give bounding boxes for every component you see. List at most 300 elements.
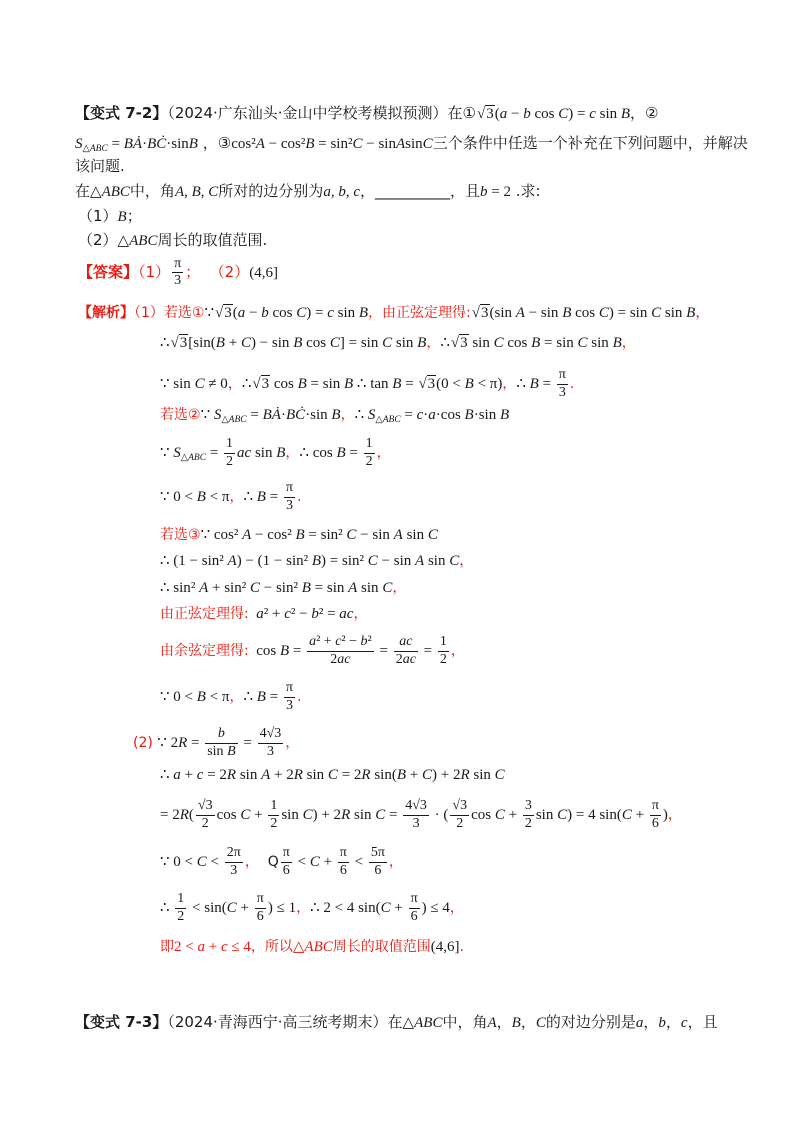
math-symbol: +: [204, 939, 221, 955]
math-run: [160, 335, 170, 351]
math-variable: a: [309, 634, 317, 650]
math-symbol: π: [285, 480, 293, 496]
math-variable: a: [399, 634, 407, 650]
math-run: [160, 854, 223, 870]
fraction-numerator: [369, 845, 387, 861]
bold-heading: 【变式 7-2】: [75, 104, 168, 122]
math-symbol: ): [662, 807, 668, 823]
math-variable: a: [256, 606, 264, 622]
math-run: [270, 376, 417, 392]
math-symbol: 2: [395, 651, 403, 667]
math-variable: C: [249, 580, 260, 596]
math-symbol: 3: [524, 798, 532, 814]
red-text-run: 若选③: [160, 527, 201, 543]
math-symbol: + 2: [270, 767, 294, 783]
math-variable: C: [427, 527, 438, 543]
math-variable: B: [95, 144, 102, 154]
fraction: [338, 845, 349, 878]
math-variable: Ȧ: [132, 136, 143, 152]
red-text-run: ，: [450, 643, 465, 659]
math-symbol: 3: [427, 376, 436, 392]
math-variable: C: [577, 335, 588, 351]
fraction: [369, 845, 387, 878]
math-run: [188, 335, 426, 351]
math-variable: c: [284, 606, 291, 622]
red-text-run: ，: [449, 900, 464, 916]
math-symbol: (: [616, 807, 622, 823]
math-run: [160, 689, 229, 705]
math-symbol: ) ≤ 4: [421, 900, 450, 916]
red-text-run: .: [569, 376, 575, 392]
red-text-run: ； （2）: [185, 263, 250, 281]
math-variable: B: [464, 407, 474, 423]
fraction-numerator: [409, 891, 420, 907]
math-variable: a: [237, 305, 246, 321]
math-variable: A: [414, 1015, 424, 1031]
math-variable: S: [75, 136, 83, 152]
fraction-denominator: [281, 862, 292, 879]
red-text-run: ，由正弦定理得:: [368, 305, 471, 321]
math-symbol: 6: [256, 908, 264, 924]
math-variable: B: [262, 407, 272, 423]
math-symbol: ²: [300, 136, 306, 152]
math-variable: b: [360, 634, 368, 650]
math-symbol: sin: [473, 767, 491, 783]
math-symbol: (0 <: [436, 376, 465, 392]
fraction-numerator: [172, 256, 183, 272]
math-symbol: ²: [287, 527, 296, 543]
math-run: [118, 233, 158, 249]
fraction: [224, 436, 235, 469]
math-variable: c: [220, 939, 228, 955]
text-run: 三个条件中任选一个补充在下列问题中，并解决: [432, 134, 748, 152]
math-symbol: ²: [251, 136, 256, 152]
math-variable: C: [352, 136, 363, 152]
math-symbol: sin: [310, 407, 328, 423]
math-variable: B: [117, 209, 127, 225]
red-text-run: .: [297, 489, 302, 505]
math-variable: C: [101, 144, 108, 154]
math-symbol: 3: [486, 106, 494, 122]
math-symbol: sin: [472, 335, 490, 351]
math-symbol: · (: [430, 807, 449, 823]
red-text-run: ，: [296, 900, 311, 916]
analysis-line-15: [160, 795, 682, 835]
math-variable: A: [228, 415, 235, 425]
math-symbol: =: [375, 643, 392, 659]
math-symbol: △: [90, 184, 102, 200]
fraction: [175, 891, 186, 924]
math-symbol: −: [377, 553, 394, 569]
fraction: [172, 256, 183, 289]
red-text-run: ，: [376, 445, 391, 461]
math-variable: B: [311, 553, 322, 569]
math-symbol: =: [304, 527, 321, 543]
math-symbol: ≠ 0: [204, 376, 228, 392]
math-symbol: 6: [339, 862, 347, 878]
fraction-numerator: [523, 798, 534, 814]
math-symbol: =: [306, 376, 323, 392]
subscript: [181, 453, 206, 463]
math-variable: R: [226, 767, 237, 783]
text-run: ，②: [630, 104, 659, 122]
text-run: 的对边分别是: [545, 1013, 636, 1031]
math-symbol: sin: [599, 807, 617, 823]
math-variable: C: [449, 553, 460, 569]
math-variable: C: [621, 807, 632, 823]
math-variable: C: [119, 184, 130, 200]
math-variable: R: [293, 767, 303, 783]
math-run: [536, 807, 648, 823]
red-bold-heading: 【答案】: [78, 263, 139, 281]
math-symbol: ) + 2: [432, 767, 461, 783]
fraction-denominator: [307, 651, 374, 668]
math-variable: C: [329, 335, 340, 351]
fraction: [255, 891, 266, 924]
math-variable: C: [194, 376, 205, 392]
math-variable: A: [242, 527, 252, 543]
math-symbol: cos: [213, 527, 234, 543]
math-symbol: < π: [205, 489, 230, 505]
math-symbol: (: [494, 106, 500, 122]
math-variable: B: [499, 407, 510, 423]
math-symbol: ·: [473, 407, 479, 423]
fraction-numerator: [364, 436, 375, 452]
fraction: [523, 798, 534, 831]
red-text-run: .: [297, 689, 302, 705]
red-text-run: 周长的取值范围: [332, 939, 431, 955]
math-variable: B: [392, 376, 402, 392]
math-symbol: sin: [342, 553, 360, 569]
fraction: [403, 798, 429, 831]
math-variable: R: [341, 807, 351, 823]
analysis-line-12: [160, 677, 301, 717]
math-symbol: =: [540, 335, 557, 351]
math-run: [157, 735, 203, 751]
math-symbol: sin: [540, 305, 559, 321]
math-symbol: = 2: [337, 767, 362, 783]
fraction-denominator: [268, 815, 279, 832]
fraction-numerator: [281, 845, 292, 861]
math-symbol: cos: [507, 335, 528, 351]
math-variable: c: [353, 184, 360, 200]
math-symbol: sin: [358, 900, 376, 916]
math-symbol: <: [350, 854, 367, 870]
math-symbol: cos: [306, 335, 327, 351]
math-symbol: sin: [286, 553, 304, 569]
fraction-denominator: [196, 815, 215, 832]
math-symbol: sin: [322, 376, 341, 392]
math-symbol: π: [285, 680, 293, 696]
problem-7-3-line-1: [75, 1002, 718, 1042]
analysis-line-17: [160, 888, 464, 928]
math-variable: c: [409, 651, 416, 667]
math-symbol: ∵ 0 <: [160, 689, 197, 705]
math-symbol: =: [107, 136, 124, 152]
math-variable: S: [213, 407, 222, 423]
math-run: [231, 136, 433, 152]
math-symbol: ·: [166, 136, 172, 152]
math-symbol: (4,6]: [430, 939, 460, 955]
red-text-run: ，: [285, 445, 300, 461]
math-symbol: 2: [456, 815, 464, 831]
math-run: [436, 376, 502, 392]
fraction-numerator: [175, 891, 186, 907]
math-symbol: cos: [534, 106, 555, 122]
math-variable: C: [346, 527, 357, 543]
math-variable: C: [382, 580, 393, 596]
math-variable: a: [635, 1015, 644, 1031]
math-run: [237, 445, 285, 461]
math-symbol: (: [221, 900, 227, 916]
math-variable: C: [367, 553, 378, 569]
math-symbol: sin: [204, 900, 222, 916]
math-variable: B: [511, 1015, 521, 1031]
math-symbol: sin: [239, 767, 258, 783]
math-variable: b: [480, 184, 488, 200]
math-variable: B: [531, 335, 541, 351]
radicand: [427, 375, 437, 392]
math-symbol: ∵ 2: [157, 735, 179, 751]
math-symbol: ) =: [568, 106, 590, 122]
math-variable: A: [415, 553, 425, 569]
square-root: [418, 376, 436, 392]
math-variable: C: [322, 939, 333, 955]
math-symbol: ·: [280, 407, 286, 423]
text-run: （2024·青海西宁·高三统考期末）在: [167, 1013, 403, 1031]
fraction: [650, 798, 661, 831]
math-variable: C: [535, 1015, 546, 1031]
math-variable: A: [89, 144, 96, 154]
math-symbol: 3: [460, 335, 468, 351]
answer-line: [78, 252, 278, 292]
fraction-numerator: [284, 680, 295, 696]
math-symbol: sin: [406, 527, 425, 543]
math-run: [160, 807, 194, 823]
fraction-denominator: [338, 862, 349, 879]
math-symbol: ∴: [353, 376, 371, 392]
math-symbol: √3: [197, 798, 213, 814]
math-symbol: ²: [219, 553, 228, 569]
math-variable: b: [658, 1015, 666, 1031]
math-variable: C: [240, 415, 247, 425]
text-run: 周长的取值范围.: [157, 231, 268, 249]
math-variable: B: [110, 184, 120, 200]
math-variable: a: [339, 606, 347, 622]
math-run: [175, 184, 218, 200]
analysis-line-5: [160, 433, 391, 473]
math-symbol: 2π: [226, 845, 241, 861]
fraction: [557, 367, 568, 400]
red-text-run: ，: [426, 335, 441, 351]
math-symbol: cos: [471, 807, 492, 823]
math-symbol: ) + 2: [312, 807, 342, 823]
math-variable: B: [464, 376, 474, 392]
red-text-run: 若选②: [160, 407, 201, 423]
fraction: [307, 634, 374, 667]
radicand: [485, 105, 495, 122]
math-symbol: sin: [271, 335, 290, 351]
math-variable: C: [240, 335, 251, 351]
math-variable: C: [422, 136, 433, 152]
math-symbol: 3: [224, 305, 232, 321]
math-symbol: ²: [303, 553, 312, 569]
math-variable: R: [361, 767, 371, 783]
math-variable: C: [380, 900, 391, 916]
math-run: [440, 335, 450, 351]
math-symbol: ∵: [200, 407, 214, 423]
analysis-line-18: [160, 927, 464, 967]
square-root: [451, 335, 469, 351]
math-symbol: ∴: [160, 335, 170, 351]
math-symbol: =: [289, 643, 306, 659]
math-run: [249, 643, 305, 659]
red-text-run: ，所以: [250, 939, 293, 955]
math-symbol: ] =: [339, 335, 361, 351]
math-run: [401, 407, 510, 423]
math-symbol: ∵: [160, 376, 174, 392]
math-run: [422, 900, 450, 916]
math-symbol: +: [406, 767, 422, 783]
math-symbol: =: [265, 489, 282, 505]
math-variable: A: [515, 305, 525, 321]
math-symbol: +: [250, 807, 267, 823]
analysis-line-11: [160, 631, 465, 671]
math-symbol: −: [245, 305, 262, 321]
math-symbol: ∴: [243, 689, 257, 705]
math-run: [471, 807, 521, 823]
math-symbol: ²: [359, 553, 368, 569]
math-symbol: △: [375, 415, 383, 425]
math-symbol: =: [265, 689, 282, 705]
math-variable: c: [346, 606, 354, 622]
math-symbol: ·: [142, 136, 148, 152]
math-symbol: (: [188, 807, 194, 823]
fraction-denominator: [557, 384, 568, 401]
math-symbol: π: [282, 845, 290, 861]
math-symbol: ²: [367, 634, 372, 650]
red-text-run: ，: [459, 553, 474, 569]
math-symbol: 3: [261, 376, 270, 392]
fraction-denominator: [224, 453, 235, 470]
math-variable: C: [327, 767, 338, 783]
fraction-denominator: [523, 815, 534, 832]
math-symbol: −: [507, 106, 524, 122]
fraction-denominator: [369, 862, 387, 879]
math-symbol: sin: [326, 580, 345, 596]
math-symbol: <: [206, 854, 223, 870]
math-symbol: sin: [591, 335, 609, 351]
math-variable: B: [215, 335, 225, 351]
text-run: ；: [126, 207, 142, 225]
math-symbol: π: [558, 367, 566, 383]
math-symbol: ∴ 2 < 4: [310, 900, 359, 916]
math-symbol: ∴: [160, 900, 174, 916]
fraction-denominator: [403, 815, 429, 832]
math-variable: B: [138, 233, 148, 249]
math-run: [249, 606, 354, 622]
math-run: [490, 305, 696, 321]
math-symbol: ) =: [321, 553, 343, 569]
math-run: [249, 265, 278, 281]
math-symbol: cos: [267, 527, 288, 543]
math-symbol: ·: [423, 407, 429, 423]
math-symbol: −: [356, 527, 373, 543]
math-variable: B: [612, 335, 622, 351]
math-symbol: 2: [524, 815, 532, 831]
math-variable: c: [416, 407, 424, 423]
radicand: [179, 334, 189, 351]
fraction-numerator: [268, 798, 279, 814]
radicand: [261, 375, 271, 392]
math-symbol: sin: [427, 553, 446, 569]
math-symbol: ,: [345, 184, 354, 200]
math-variable: a: [173, 767, 181, 783]
math-variable: B: [305, 136, 315, 152]
fraction-numerator: [438, 634, 449, 650]
math-symbol: ∴: [299, 445, 313, 461]
math-symbol: +: [224, 335, 241, 351]
fraction-numerator: [557, 367, 568, 383]
math-variable: B: [423, 1015, 433, 1031]
fraction-denominator: [284, 697, 295, 714]
math-symbol: −: [264, 136, 281, 152]
math-symbol: △: [82, 144, 90, 154]
math-symbol: +: [390, 900, 407, 916]
math-symbol: +: [504, 807, 521, 823]
math-symbol: 1: [226, 436, 234, 452]
math-symbol: 3: [266, 743, 274, 759]
math-run: [243, 489, 281, 505]
red-text-run: ，: [229, 489, 244, 505]
math-variable: C: [558, 106, 569, 122]
math-symbol: cos: [273, 376, 294, 392]
math-run: [355, 407, 376, 423]
math-variable: A: [261, 767, 271, 783]
math-symbol: sin: [254, 445, 273, 461]
red-text-run: 即: [160, 939, 174, 955]
red-text-run: 由余弦定理得:: [160, 643, 249, 659]
math-variable: S: [367, 407, 376, 423]
math-symbol: ∴: [516, 376, 530, 392]
math-variable: B: [256, 489, 266, 505]
math-variable: b: [338, 184, 346, 200]
math-symbol: (: [391, 767, 397, 783]
math-symbol: π: [651, 798, 659, 814]
fraction-denominator: [284, 497, 295, 514]
problem-7-2-line-2: [75, 123, 748, 163]
math-variable: B: [358, 305, 369, 321]
math-run: [204, 305, 214, 321]
math-symbol: π: [339, 845, 347, 861]
math-variable: C: [240, 807, 251, 823]
math-symbol: (4,6]: [249, 265, 278, 281]
math-run: [431, 807, 449, 823]
math-symbol: 3: [174, 273, 182, 288]
red-text-run: ，: [621, 335, 636, 351]
red-bold-heading: 【解析】: [78, 305, 134, 321]
math-symbol: π: [174, 255, 182, 271]
math-symbol: 5π: [370, 845, 385, 861]
math-symbol: (: [210, 335, 216, 351]
math-variable: A: [487, 1015, 497, 1031]
math-variable: C: [309, 854, 320, 870]
math-symbol: ) =: [306, 305, 328, 321]
math-variable: C: [302, 807, 313, 823]
math-symbol: sin: [361, 580, 379, 596]
text-run: ，: [520, 1013, 536, 1031]
math-symbol: sin: [535, 807, 554, 823]
